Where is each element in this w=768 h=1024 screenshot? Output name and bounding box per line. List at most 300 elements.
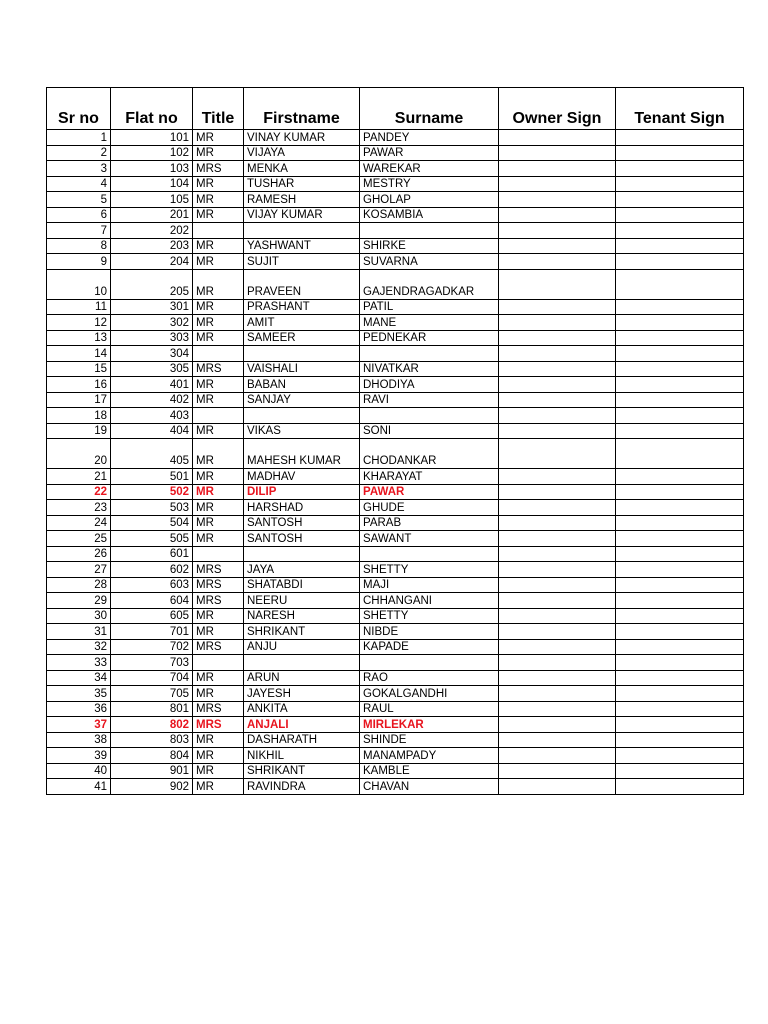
table-row bbox=[47, 717, 744, 733]
table-row bbox=[47, 639, 744, 655]
flat-no-cell: 301 bbox=[111, 299, 193, 315]
sr-no-cell: 2 bbox=[47, 145, 111, 161]
title-cell: MR bbox=[193, 192, 244, 208]
surname-cell: SHIRKE bbox=[360, 238, 499, 254]
firstname-cell: YASHWANT bbox=[244, 238, 360, 254]
flat-no-cell: 103 bbox=[111, 161, 193, 177]
tenant-sign-cell[interactable] bbox=[616, 546, 744, 562]
flat-no-cell: 902 bbox=[111, 779, 193, 795]
table-row bbox=[47, 469, 744, 485]
header-firstname: Firstname bbox=[244, 88, 360, 130]
title-cell: MR bbox=[193, 748, 244, 764]
firstname-cell bbox=[244, 546, 360, 562]
owner-sign-cell[interactable] bbox=[499, 161, 616, 177]
table-row bbox=[47, 670, 744, 686]
firstname-cell: JAYESH bbox=[244, 686, 360, 702]
flat-no-cell: 603 bbox=[111, 577, 193, 593]
table-row bbox=[47, 779, 744, 795]
surname-cell bbox=[360, 408, 499, 424]
firstname-cell: TUSHAR bbox=[244, 176, 360, 192]
tenant-sign-cell[interactable] bbox=[616, 130, 744, 146]
sr-no-cell: 34 bbox=[47, 670, 111, 686]
tenant-sign-cell[interactable] bbox=[616, 423, 744, 439]
firstname-cell: NIKHIL bbox=[244, 748, 360, 764]
title-cell: MRS bbox=[193, 161, 244, 177]
sr-no-cell: 9 bbox=[47, 254, 111, 270]
surname-cell: CHHANGANI bbox=[360, 593, 499, 609]
title-cell: MRS bbox=[193, 639, 244, 655]
tenant-sign-cell[interactable] bbox=[616, 469, 744, 485]
table-row bbox=[47, 392, 744, 408]
table-body bbox=[47, 130, 744, 795]
header-tenant-sign: Tenant Sign bbox=[616, 88, 744, 130]
tenant-sign-cell[interactable] bbox=[616, 670, 744, 686]
tenant-sign-cell[interactable] bbox=[616, 361, 744, 377]
owner-sign-cell[interactable] bbox=[499, 269, 616, 299]
title-cell: MR bbox=[193, 299, 244, 315]
flat-no-cell: 304 bbox=[111, 346, 193, 362]
table-row bbox=[47, 763, 744, 779]
flat-no-cell: 202 bbox=[111, 223, 193, 239]
owner-sign-cell[interactable] bbox=[499, 346, 616, 362]
tenant-sign-cell[interactable] bbox=[616, 717, 744, 733]
owner-sign-cell[interactable] bbox=[499, 655, 616, 671]
tenant-sign-cell[interactable] bbox=[616, 639, 744, 655]
owner-sign-cell[interactable] bbox=[499, 330, 616, 346]
firstname-cell: MENKA bbox=[244, 161, 360, 177]
firstname-cell: SANTOSH bbox=[244, 515, 360, 531]
owner-sign-cell[interactable] bbox=[499, 223, 616, 239]
header-flat-no: Flat no bbox=[111, 88, 193, 130]
firstname-cell: SANTOSH bbox=[244, 531, 360, 547]
table-row bbox=[47, 207, 744, 223]
owner-sign-cell[interactable] bbox=[499, 130, 616, 146]
firstname-cell: MADHAV bbox=[244, 469, 360, 485]
tenant-sign-cell[interactable] bbox=[616, 330, 744, 346]
tenant-sign-cell[interactable] bbox=[616, 346, 744, 362]
tenant-sign-cell[interactable] bbox=[616, 686, 744, 702]
tenant-sign-cell[interactable] bbox=[616, 608, 744, 624]
surname-cell: MANE bbox=[360, 315, 499, 331]
tenant-sign-cell[interactable] bbox=[616, 269, 744, 299]
table-row bbox=[47, 748, 744, 764]
title-cell: MR bbox=[193, 515, 244, 531]
title-cell: MRS bbox=[193, 361, 244, 377]
table-row bbox=[47, 299, 744, 315]
sr-no-cell: 13 bbox=[47, 330, 111, 346]
flat-no-cell: 405 bbox=[111, 439, 193, 469]
firstname-cell bbox=[244, 223, 360, 239]
sr-no-cell: 36 bbox=[47, 701, 111, 717]
flat-no-cell: 104 bbox=[111, 176, 193, 192]
title-cell: MR bbox=[193, 176, 244, 192]
firstname-cell: ANJU bbox=[244, 639, 360, 655]
flat-no-cell: 502 bbox=[111, 484, 193, 500]
surname-cell: SHETTY bbox=[360, 608, 499, 624]
sr-no-cell: 14 bbox=[47, 346, 111, 362]
firstname-cell: JAYA bbox=[244, 562, 360, 578]
tenant-sign-cell[interactable] bbox=[616, 484, 744, 500]
sr-no-cell: 16 bbox=[47, 377, 111, 393]
owner-sign-cell[interactable] bbox=[499, 439, 616, 469]
tenant-sign-cell[interactable] bbox=[616, 779, 744, 795]
firstname-cell: ARUN bbox=[244, 670, 360, 686]
sr-no-cell: 22 bbox=[47, 484, 111, 500]
surname-cell: PEDNEKAR bbox=[360, 330, 499, 346]
sr-no-cell: 31 bbox=[47, 624, 111, 640]
title-cell: MR bbox=[193, 269, 244, 299]
surname-cell: NIVATKAR bbox=[360, 361, 499, 377]
firstname-cell: SHRIKANT bbox=[244, 763, 360, 779]
owner-sign-cell[interactable] bbox=[499, 686, 616, 702]
title-cell: MRS bbox=[193, 562, 244, 578]
flat-no-cell: 503 bbox=[111, 500, 193, 516]
flat-no-cell: 404 bbox=[111, 423, 193, 439]
owner-sign-cell[interactable] bbox=[499, 377, 616, 393]
firstname-cell bbox=[244, 655, 360, 671]
firstname-cell: ANKITA bbox=[244, 701, 360, 717]
tenant-sign-cell[interactable] bbox=[616, 577, 744, 593]
tenant-sign-cell[interactable] bbox=[616, 562, 744, 578]
sr-no-cell: 33 bbox=[47, 655, 111, 671]
tenant-sign-cell[interactable] bbox=[616, 531, 744, 547]
tenant-sign-cell[interactable] bbox=[616, 392, 744, 408]
title-cell: MR bbox=[193, 130, 244, 146]
owner-sign-cell[interactable] bbox=[499, 732, 616, 748]
firstname-cell: SANJAY bbox=[244, 392, 360, 408]
surname-cell: PAWAR bbox=[360, 145, 499, 161]
sr-no-cell: 28 bbox=[47, 577, 111, 593]
firstname-cell: PRASHANT bbox=[244, 299, 360, 315]
owner-sign-cell[interactable] bbox=[499, 577, 616, 593]
firstname-cell bbox=[244, 408, 360, 424]
owner-sign-cell[interactable] bbox=[499, 748, 616, 764]
title-cell: MRS bbox=[193, 701, 244, 717]
title-cell: MRS bbox=[193, 593, 244, 609]
title-cell bbox=[193, 408, 244, 424]
sr-no-cell: 5 bbox=[47, 192, 111, 208]
sr-no-cell: 1 bbox=[47, 130, 111, 146]
owner-sign-cell[interactable] bbox=[499, 531, 616, 547]
flat-no-cell: 901 bbox=[111, 763, 193, 779]
sr-no-cell: 29 bbox=[47, 593, 111, 609]
owner-sign-cell[interactable] bbox=[499, 515, 616, 531]
table-row bbox=[47, 732, 744, 748]
table-row bbox=[47, 624, 744, 640]
table-row bbox=[47, 655, 744, 671]
owner-sign-cell[interactable] bbox=[499, 469, 616, 485]
surname-cell: KOSAMBIA bbox=[360, 207, 499, 223]
surname-cell bbox=[360, 546, 499, 562]
title-cell: MR bbox=[193, 670, 244, 686]
flat-no-cell: 204 bbox=[111, 254, 193, 270]
owner-sign-cell[interactable] bbox=[499, 392, 616, 408]
owner-sign-cell[interactable] bbox=[499, 361, 616, 377]
sr-no-cell: 10 bbox=[47, 269, 111, 299]
owner-sign-cell[interactable] bbox=[499, 670, 616, 686]
owner-sign-cell[interactable] bbox=[499, 207, 616, 223]
title-cell: MR bbox=[193, 392, 244, 408]
flat-no-cell: 602 bbox=[111, 562, 193, 578]
firstname-cell: RAVINDRA bbox=[244, 779, 360, 795]
flat-no-cell: 504 bbox=[111, 515, 193, 531]
owner-sign-cell[interactable] bbox=[499, 254, 616, 270]
flat-no-cell: 604 bbox=[111, 593, 193, 609]
flat-no-cell: 803 bbox=[111, 732, 193, 748]
table-row bbox=[47, 701, 744, 717]
owner-sign-cell[interactable] bbox=[499, 176, 616, 192]
owner-sign-cell[interactable] bbox=[499, 593, 616, 609]
firstname-cell: NEERU bbox=[244, 593, 360, 609]
tenant-sign-cell[interactable] bbox=[616, 377, 744, 393]
tenant-sign-cell[interactable] bbox=[616, 145, 744, 161]
sr-no-cell: 12 bbox=[47, 315, 111, 331]
flat-no-cell: 205 bbox=[111, 269, 193, 299]
tenant-sign-cell[interactable] bbox=[616, 655, 744, 671]
owner-sign-cell[interactable] bbox=[499, 701, 616, 717]
tenant-sign-cell[interactable] bbox=[616, 192, 744, 208]
title-cell: MR bbox=[193, 439, 244, 469]
owner-sign-cell[interactable] bbox=[499, 608, 616, 624]
table-row bbox=[47, 531, 744, 547]
title-cell: MR bbox=[193, 531, 244, 547]
title-cell bbox=[193, 655, 244, 671]
surname-cell: SHINDE bbox=[360, 732, 499, 748]
surname-cell: MIRLEKAR bbox=[360, 717, 499, 733]
surname-cell: SAWANT bbox=[360, 531, 499, 547]
flat-no-cell: 601 bbox=[111, 546, 193, 562]
title-cell bbox=[193, 546, 244, 562]
table-row bbox=[47, 161, 744, 177]
sr-no-cell: 32 bbox=[47, 639, 111, 655]
sr-no-cell: 3 bbox=[47, 161, 111, 177]
tenant-sign-cell[interactable] bbox=[616, 439, 744, 469]
surname-cell: PATIL bbox=[360, 299, 499, 315]
tenant-sign-cell[interactable] bbox=[616, 315, 744, 331]
title-cell: MR bbox=[193, 779, 244, 795]
table-row bbox=[47, 223, 744, 239]
firstname-cell: VIJAY KUMAR bbox=[244, 207, 360, 223]
title-cell: MR bbox=[193, 732, 244, 748]
surname-cell: PARAB bbox=[360, 515, 499, 531]
owner-sign-cell[interactable] bbox=[499, 639, 616, 655]
firstname-cell: VIJAYA bbox=[244, 145, 360, 161]
surname-cell: GHUDE bbox=[360, 500, 499, 516]
flat-no-cell: 802 bbox=[111, 717, 193, 733]
owner-sign-cell[interactable] bbox=[499, 500, 616, 516]
tenant-sign-cell[interactable] bbox=[616, 207, 744, 223]
firstname-cell: SUJIT bbox=[244, 254, 360, 270]
surname-cell: KHARAYAT bbox=[360, 469, 499, 485]
table-row bbox=[47, 686, 744, 702]
residents-sign-sheet-table bbox=[46, 87, 744, 795]
surname-cell: CHODANKAR bbox=[360, 439, 499, 469]
tenant-sign-cell[interactable] bbox=[616, 515, 744, 531]
table-row bbox=[47, 330, 744, 346]
title-cell bbox=[193, 223, 244, 239]
tenant-sign-cell[interactable] bbox=[616, 748, 744, 764]
owner-sign-cell[interactable] bbox=[499, 408, 616, 424]
table-row bbox=[47, 377, 744, 393]
owner-sign-cell[interactable] bbox=[499, 763, 616, 779]
tenant-sign-cell[interactable] bbox=[616, 238, 744, 254]
flat-no-cell: 305 bbox=[111, 361, 193, 377]
tenant-sign-cell[interactable] bbox=[616, 176, 744, 192]
owner-sign-cell[interactable] bbox=[499, 315, 616, 331]
firstname-cell: MAHESH KUMAR bbox=[244, 439, 360, 469]
header-owner-sign: Owner Sign bbox=[499, 88, 616, 130]
table-row bbox=[47, 238, 744, 254]
flat-no-cell: 605 bbox=[111, 608, 193, 624]
sr-no-cell: 23 bbox=[47, 500, 111, 516]
flat-no-cell: 701 bbox=[111, 624, 193, 640]
sr-no-cell: 41 bbox=[47, 779, 111, 795]
title-cell: MR bbox=[193, 608, 244, 624]
tenant-sign-cell[interactable] bbox=[616, 254, 744, 270]
table-row bbox=[47, 484, 744, 500]
firstname-cell: NARESH bbox=[244, 608, 360, 624]
firstname-cell: BABAN bbox=[244, 377, 360, 393]
table-row bbox=[47, 546, 744, 562]
tenant-sign-cell[interactable] bbox=[616, 763, 744, 779]
table-row bbox=[47, 408, 744, 424]
owner-sign-cell[interactable] bbox=[499, 484, 616, 500]
owner-sign-cell[interactable] bbox=[499, 299, 616, 315]
table-row bbox=[47, 577, 744, 593]
header-title: Title bbox=[193, 88, 244, 130]
flat-no-cell: 801 bbox=[111, 701, 193, 717]
tenant-sign-cell[interactable] bbox=[616, 299, 744, 315]
header-surname: Surname bbox=[360, 88, 499, 130]
surname-cell: SONI bbox=[360, 423, 499, 439]
title-cell: MR bbox=[193, 423, 244, 439]
firstname-cell: SHATABDI bbox=[244, 577, 360, 593]
sr-no-cell: 35 bbox=[47, 686, 111, 702]
owner-sign-cell[interactable] bbox=[499, 562, 616, 578]
table-row bbox=[47, 269, 744, 299]
sr-no-cell: 38 bbox=[47, 732, 111, 748]
sr-no-cell: 7 bbox=[47, 223, 111, 239]
table-row bbox=[47, 515, 744, 531]
sr-no-cell: 4 bbox=[47, 176, 111, 192]
flat-no-cell: 702 bbox=[111, 639, 193, 655]
tenant-sign-cell[interactable] bbox=[616, 593, 744, 609]
title-cell: MR bbox=[193, 315, 244, 331]
title-cell: MR bbox=[193, 500, 244, 516]
title-cell: MR bbox=[193, 686, 244, 702]
flat-no-cell: 302 bbox=[111, 315, 193, 331]
flat-no-cell: 501 bbox=[111, 469, 193, 485]
owner-sign-cell[interactable] bbox=[499, 624, 616, 640]
title-cell bbox=[193, 346, 244, 362]
tenant-sign-cell[interactable] bbox=[616, 223, 744, 239]
firstname-cell: SAMEER bbox=[244, 330, 360, 346]
flat-no-cell: 505 bbox=[111, 531, 193, 547]
table-row bbox=[47, 593, 744, 609]
flat-no-cell: 402 bbox=[111, 392, 193, 408]
owner-sign-cell[interactable] bbox=[499, 192, 616, 208]
table-row bbox=[47, 562, 744, 578]
table-row bbox=[47, 361, 744, 377]
header-row bbox=[47, 88, 744, 130]
owner-sign-cell[interactable] bbox=[499, 145, 616, 161]
owner-sign-cell[interactable] bbox=[499, 423, 616, 439]
flat-no-cell: 101 bbox=[111, 130, 193, 146]
table-row bbox=[47, 176, 744, 192]
table-row bbox=[47, 423, 744, 439]
title-cell: MR bbox=[193, 484, 244, 500]
header-sr-no: Sr no bbox=[47, 88, 111, 130]
owner-sign-cell[interactable] bbox=[499, 717, 616, 733]
surname-cell bbox=[360, 346, 499, 362]
title-cell: MR bbox=[193, 624, 244, 640]
surname-cell: DHODIYA bbox=[360, 377, 499, 393]
tenant-sign-cell[interactable] bbox=[616, 732, 744, 748]
tenant-sign-cell[interactable] bbox=[616, 624, 744, 640]
tenant-sign-cell[interactable] bbox=[616, 408, 744, 424]
sr-no-cell: 26 bbox=[47, 546, 111, 562]
flat-no-cell: 102 bbox=[111, 145, 193, 161]
table-row bbox=[47, 254, 744, 270]
tenant-sign-cell[interactable] bbox=[616, 500, 744, 516]
surname-cell: RAUL bbox=[360, 701, 499, 717]
flat-no-cell: 203 bbox=[111, 238, 193, 254]
sr-no-cell: 20 bbox=[47, 439, 111, 469]
surname-cell: MESTRY bbox=[360, 176, 499, 192]
surname-cell: MAJI bbox=[360, 577, 499, 593]
flat-no-cell: 303 bbox=[111, 330, 193, 346]
title-cell: MR bbox=[193, 330, 244, 346]
title-cell: MRS bbox=[193, 717, 244, 733]
surname-cell bbox=[360, 655, 499, 671]
sr-no-cell: 24 bbox=[47, 515, 111, 531]
title-cell: MR bbox=[193, 238, 244, 254]
table-row bbox=[47, 192, 744, 208]
surname-cell: WAREKAR bbox=[360, 161, 499, 177]
sr-no-cell: 8 bbox=[47, 238, 111, 254]
firstname-cell: VIKAS bbox=[244, 423, 360, 439]
table-row bbox=[47, 346, 744, 362]
sr-no-cell: 19 bbox=[47, 423, 111, 439]
surname-cell: GHOLAP bbox=[360, 192, 499, 208]
firstname-cell: VINAY KUMAR bbox=[244, 130, 360, 146]
owner-sign-cell[interactable] bbox=[499, 238, 616, 254]
sr-no-cell: 6 bbox=[47, 207, 111, 223]
table-row bbox=[47, 439, 744, 469]
flat-no-cell: 705 bbox=[111, 686, 193, 702]
table-row bbox=[47, 608, 744, 624]
sr-no-cell: 37 bbox=[47, 717, 111, 733]
flat-no-cell: 703 bbox=[111, 655, 193, 671]
firstname-cell: SHRIKANT bbox=[244, 624, 360, 640]
surname-cell: GOKALGANDHI bbox=[360, 686, 499, 702]
title-cell: MR bbox=[193, 469, 244, 485]
title-cell: MR bbox=[193, 145, 244, 161]
surname-cell bbox=[360, 223, 499, 239]
flat-no-cell: 401 bbox=[111, 377, 193, 393]
sr-no-cell: 11 bbox=[47, 299, 111, 315]
sr-no-cell: 39 bbox=[47, 748, 111, 764]
tenant-sign-cell[interactable] bbox=[616, 161, 744, 177]
owner-sign-cell[interactable] bbox=[499, 546, 616, 562]
surname-cell: PAWAR bbox=[360, 484, 499, 500]
surname-cell: PANDEY bbox=[360, 130, 499, 146]
owner-sign-cell[interactable] bbox=[499, 779, 616, 795]
tenant-sign-cell[interactable] bbox=[616, 701, 744, 717]
firstname-cell bbox=[244, 346, 360, 362]
flat-no-cell: 804 bbox=[111, 748, 193, 764]
surname-cell: NIBDE bbox=[360, 624, 499, 640]
